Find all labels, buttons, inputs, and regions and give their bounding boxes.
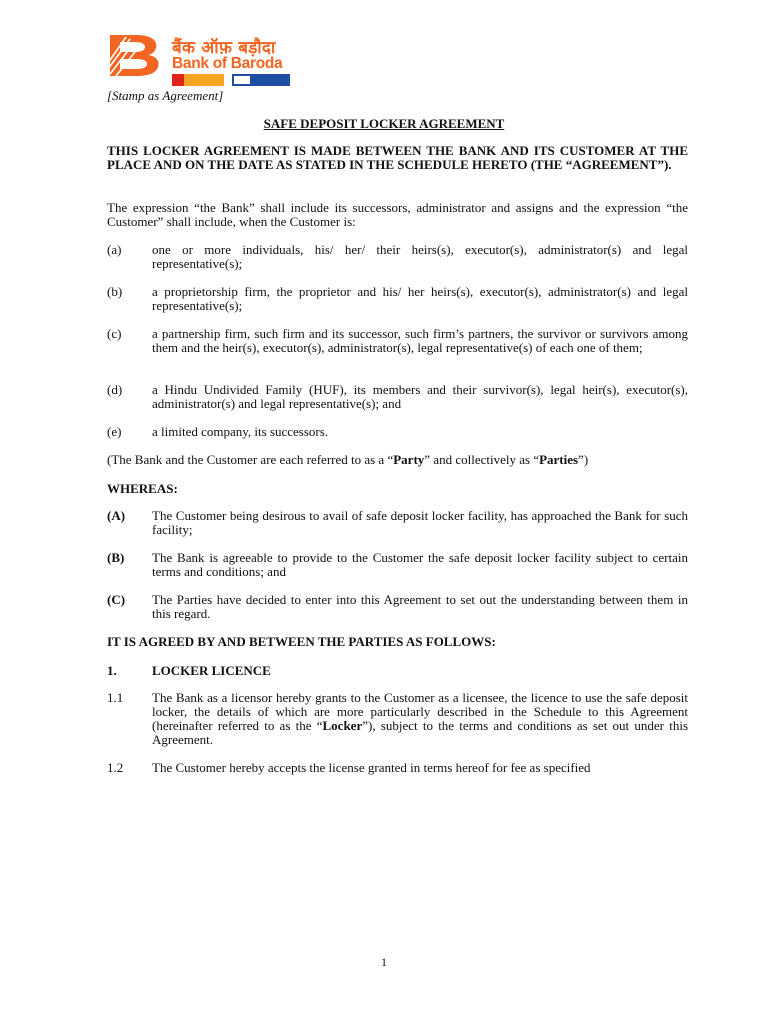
parties-note-prefix: (The Bank and the Customer are each referred to as a “	[107, 452, 394, 467]
parties-note	[107, 453, 688, 467]
list-item-label: (c)	[107, 326, 122, 341]
intro-paragraph: THIS LOCKER AGREEMENT IS MADE BETWEEN THE BANK AND ITS CUSTOMER AT THE PLACE AND ON THE DATE AS STATED IN THE SCHEDULE HERETO (THE “AGREEMENT”).	[107, 143, 688, 172]
bank-name-english: Bank of Baroda	[172, 55, 283, 72]
list-item-label: (a)	[107, 242, 122, 257]
clause-text: The Customer hereby accepts the license granted in terms hereof for fee as specified	[152, 760, 591, 775]
stamp-note: [Stamp as Agreement]	[107, 88, 224, 103]
clause-text	[152, 691, 688, 747]
party-term: Party	[393, 452, 425, 467]
parties-term: Parties	[539, 452, 579, 467]
list-item-label: (d)	[107, 382, 123, 397]
list-item-label: (b)	[107, 284, 123, 299]
clause-text-after: ”), subject to the terms and conditions as set out under this Agreement.	[152, 718, 688, 747]
bank-logo	[106, 33, 296, 89]
parties-note-suffix: ”)	[578, 452, 589, 467]
list-item-text: a Hindu Undivided Family (HUF), its members and their survivor(s), legal heir(s), executor(s), administrator(s) and legal representative(s); and	[152, 382, 688, 411]
section-title: LOCKER LICENCE	[152, 663, 271, 678]
list-item-text: a partnership firm, such firm and its successor, such firm’s partners, the survivor or survivors among them and the heir(s), executor(s), administrator(s), legal representative(s) of each one of them;	[152, 326, 688, 355]
list-item-text: one or more individuals, his/ her/ their heirs(s), executor(s), administrator(s) and legal representative(s);	[152, 242, 688, 271]
locker-term: Locker	[322, 718, 363, 733]
list-item-text: a proprietorship firm, the proprietor and his/ her heirs(s), executor(s), administrator(s) and legal representative(s);	[152, 284, 688, 313]
recital-label: (C)	[107, 592, 126, 607]
bank-name-hindi: बैंक ऑफ़ बड़ौदा	[172, 38, 276, 58]
section-number: 1.	[107, 663, 117, 678]
agreement-heading: IT IS AGREED BY AND BETWEEN THE PARTIES AS FOLLOWS:	[107, 634, 496, 649]
recital-text: The Bank is agreeable to provide to the Customer the safe deposit locker facility subject to certain terms and conditions; and	[152, 550, 688, 579]
bank-logo-mark-icon	[106, 33, 166, 77]
clause-text-before: The Bank as a licensor hereby grants to the Customer as a licensee, the licence to use the safe deposit locker, the details of which are more particularly described in the Schedule to this Agreement (hereinafter referred to as the “	[152, 690, 688, 733]
list-item-text: a limited company, its successors.	[152, 424, 329, 439]
clause-number: 1.2	[107, 760, 124, 775]
list-item-label: (e)	[107, 424, 122, 439]
parties-note-middle: ” and collectively as “	[424, 452, 540, 467]
recital-text: The Parties have decided to enter into this Agreement to set out the understanding between them in this regard.	[152, 592, 688, 621]
recital-label: (B)	[107, 550, 125, 565]
section-heading	[107, 663, 271, 679]
recital-label: (A)	[107, 508, 126, 523]
logo-yellow-tag	[172, 74, 224, 86]
clause-number: 1.1	[107, 690, 124, 705]
expression-paragraph: The expression “the Bank” shall include its successors, administrator and assigns and the expression “the Customer” shall include, when the Customer is:	[107, 200, 688, 229]
whereas-heading: WHEREAS:	[107, 481, 178, 496]
logo-blue-tag	[232, 74, 290, 86]
recital-text: The Customer being desirous to avail of safe deposit locker facility, has approached the Bank for such facility;	[152, 508, 688, 537]
page-number: 1	[381, 955, 387, 969]
document-title: SAFE DEPOSIT LOCKER AGREEMENT	[263, 116, 505, 131]
